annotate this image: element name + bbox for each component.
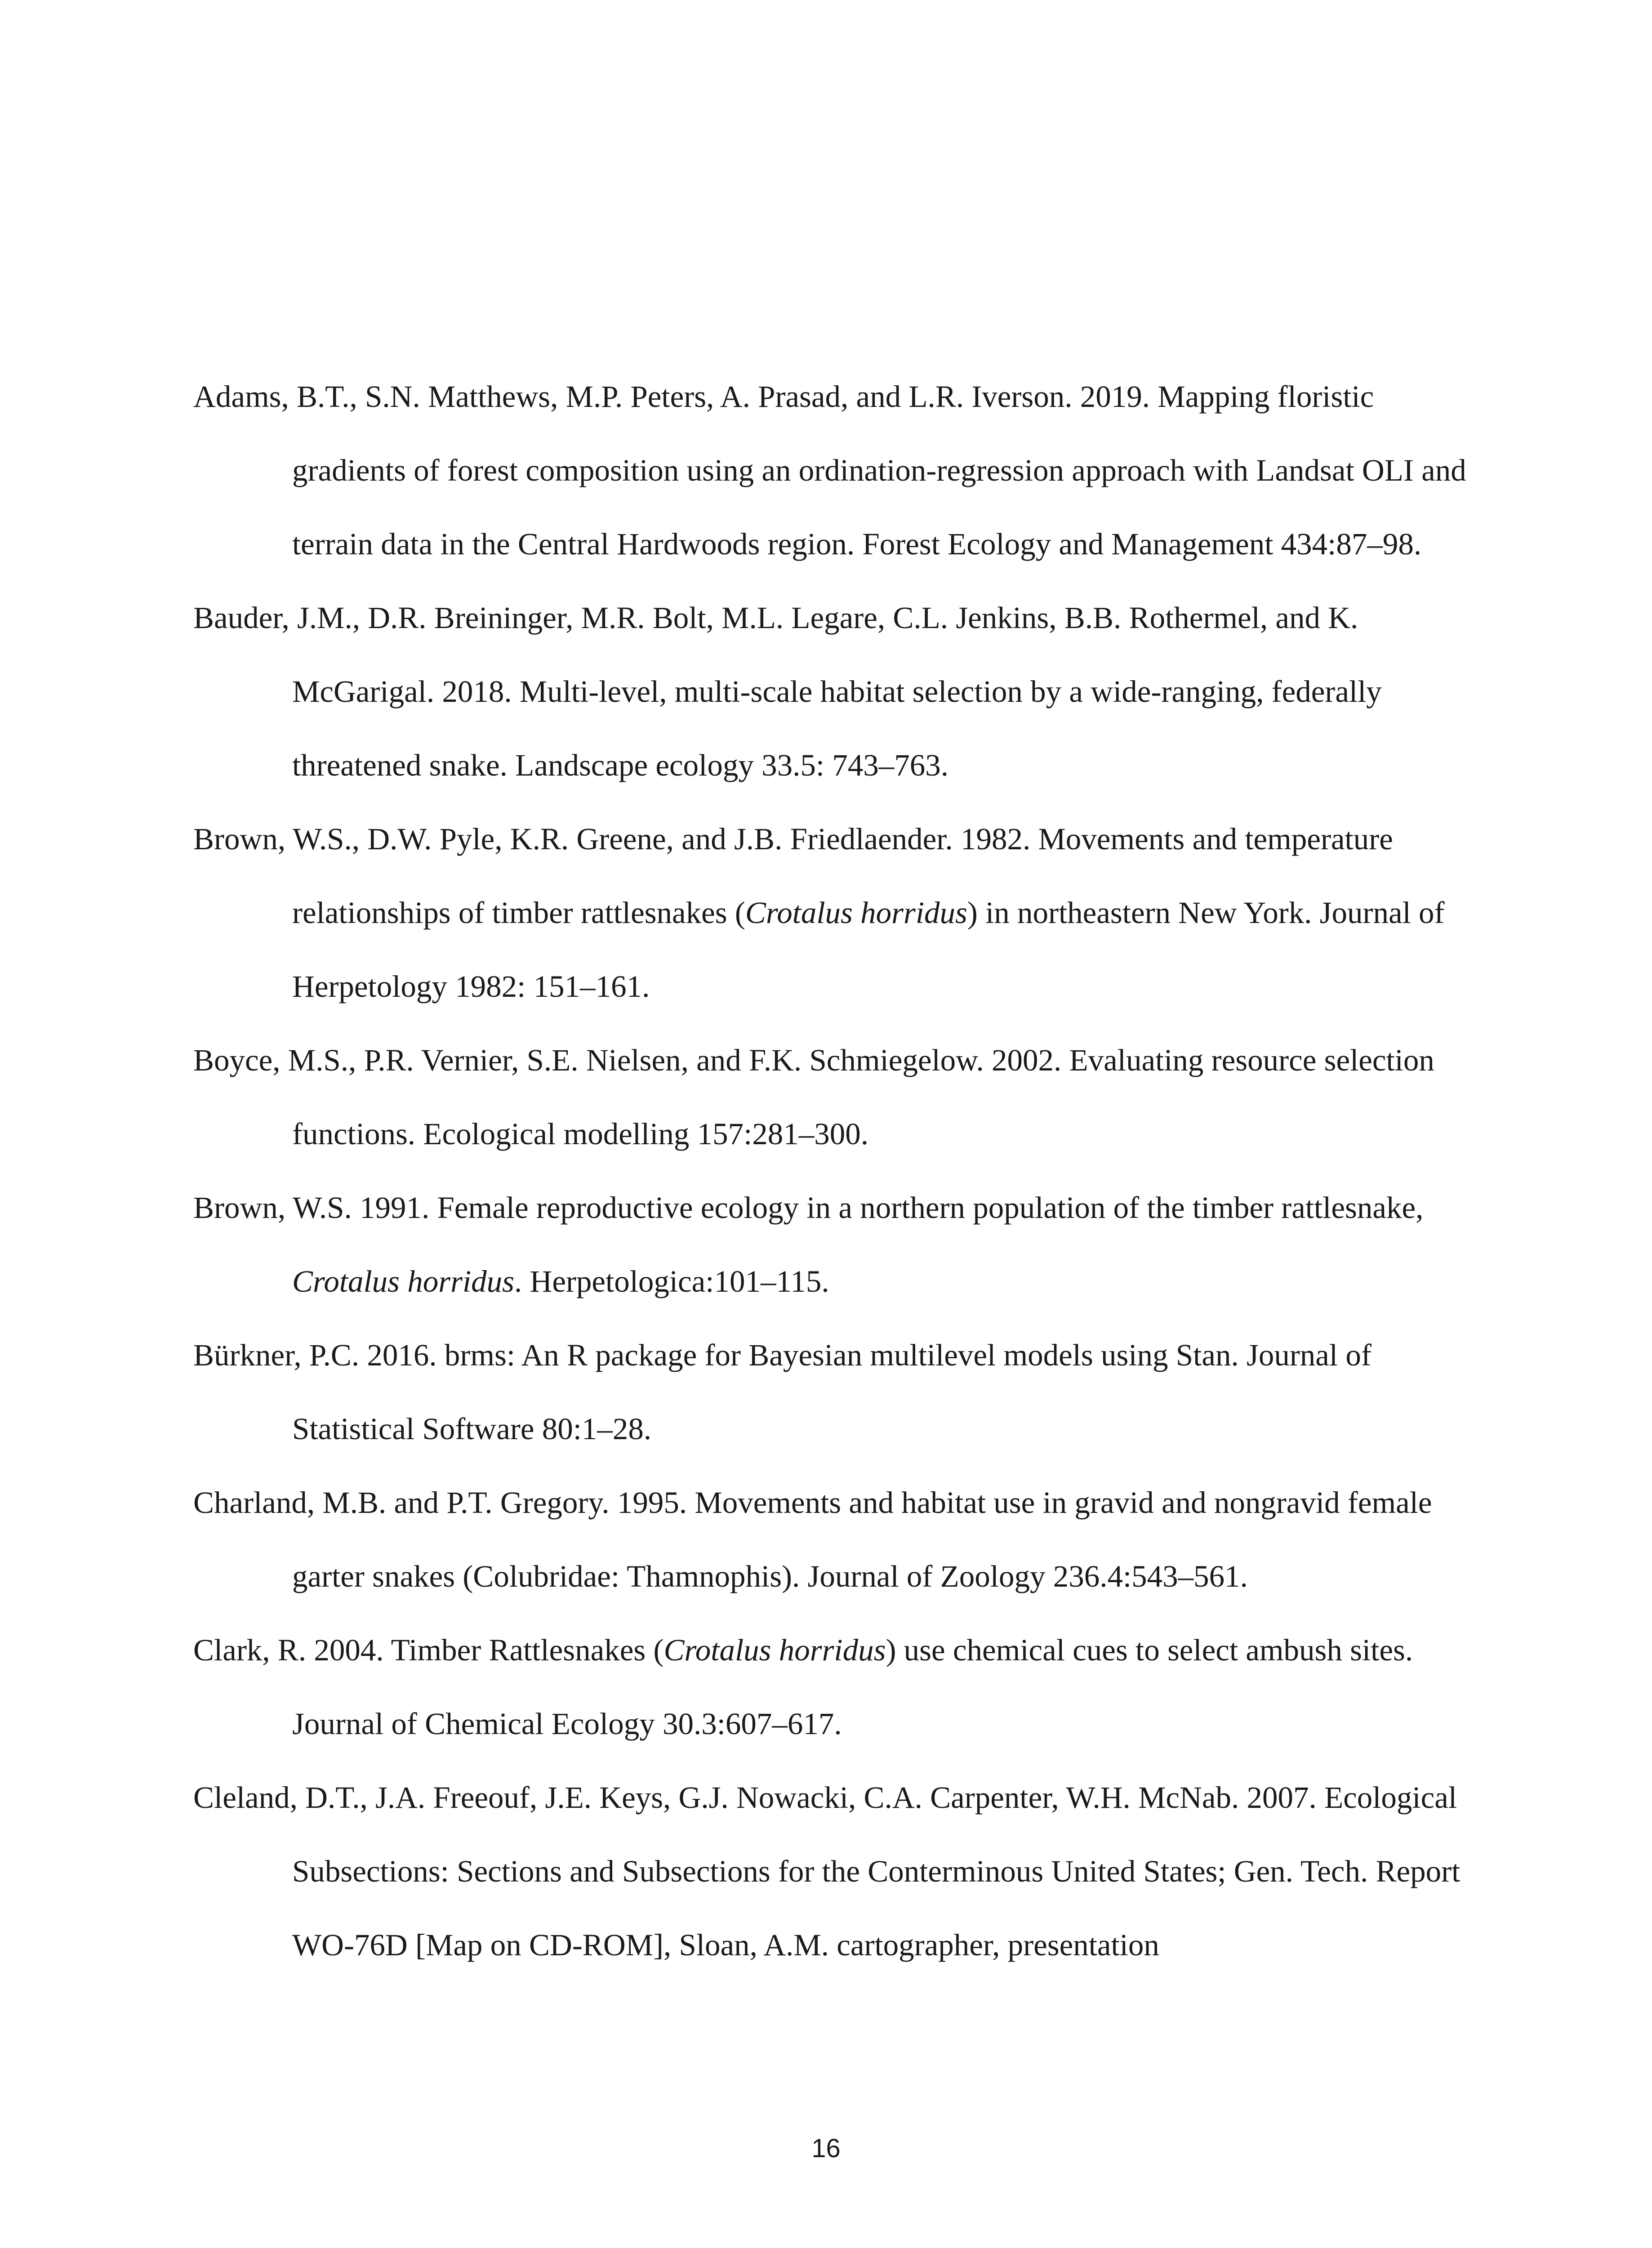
reference-entry	[193, 360, 1479, 581]
reference-text: Brown, W.S. 1991. Female reproductive ecology in a northern population of the timber rattlesnake,	[193, 1191, 1424, 1225]
reference-text: Brown, W.S., D.W. Pyle, K.R. Greene, and J.B. Friedlaender. 1982. Movements and temperature relationships of timber rattlesnakes (	[193, 822, 1393, 930]
reference-text: Boyce, M.S., P.R. Vernier, S.E. Nielsen, and F.K. Schmiegelow. 2002. Evaluating resource selection functions. Ecological modelling 157:281–300.	[193, 1043, 1434, 1151]
reference-entry	[193, 1318, 1479, 1466]
reference-text: ) use chemical cues to select ambush sites. Journal of Chemical Ecology 30.3:607–617.	[292, 1633, 1413, 1741]
reference-list	[193, 360, 1479, 1982]
reference-text: Bauder, J.M., D.R. Breininger, M.R. Bolt, M.L. Legare, C.L. Jenkins, B.B. Rothermel, and K. McGarigal. 2018. Multi-level, multi-scale habitat selection by a wide-ranging, federally threatened snake. Landscape ecology 33.5: 743–763.	[193, 601, 1382, 782]
reference-text: Adams, B.T., S.N. Matthews, M.P. Peters, A. Prasad, and L.R. Iverson. 2019. Mapping floristic gradients of forest composition using an ordination-regression approach with Landsat OLI and terrain data in the Central Hardwoods region. Forest Ecology and Management 434:87–98.	[193, 379, 1466, 561]
reference-text: Clark, R. 2004. Timber Rattlesnakes (	[193, 1633, 664, 1667]
reference-entry	[193, 1023, 1479, 1171]
reference-entry	[193, 1171, 1479, 1318]
reference-entry	[193, 581, 1479, 802]
reference-text: Bürkner, P.C. 2016. brms: An R package for Bayesian multilevel models using Stan. Journal of Statistical Software 80:1–28.	[193, 1338, 1371, 1446]
reference-text: Cleland, D.T., J.A. Freeouf, J.E. Keys, G.J. Nowacki, C.A. Carpenter, W.H. McNab. 2007. Ecological Subsections: Sections and Subsections for the Conterminous United States; Gen. Tech. Report WO-76D [Map on CD-ROM], Sloan, A.M. cartographer, presentation	[193, 1780, 1461, 1962]
reference-entry	[193, 802, 1479, 1023]
reference-entry	[193, 1466, 1479, 1613]
reference-entry	[193, 1761, 1479, 1982]
reference-text: ) in northeastern New York. Journal of Herpetology 1982: 151–161.	[292, 896, 1445, 1004]
reference-entry	[193, 1613, 1479, 1761]
reference-species-name: Crotalus horridus	[745, 896, 967, 930]
reference-species-name: Crotalus horridus	[292, 1264, 514, 1298]
page-number: 16	[811, 2134, 841, 2163]
reference-text: Charland, M.B. and P.T. Gregory. 1995. Movements and habitat use in gravid and nongravid female garter snakes (Colubridae: Thamnophis). Journal of Zoology 236.4:543–561.	[193, 1485, 1432, 1593]
reference-text: . Herpetologica:101–115.	[514, 1264, 829, 1298]
reference-species-name: Crotalus horridus	[663, 1633, 886, 1667]
